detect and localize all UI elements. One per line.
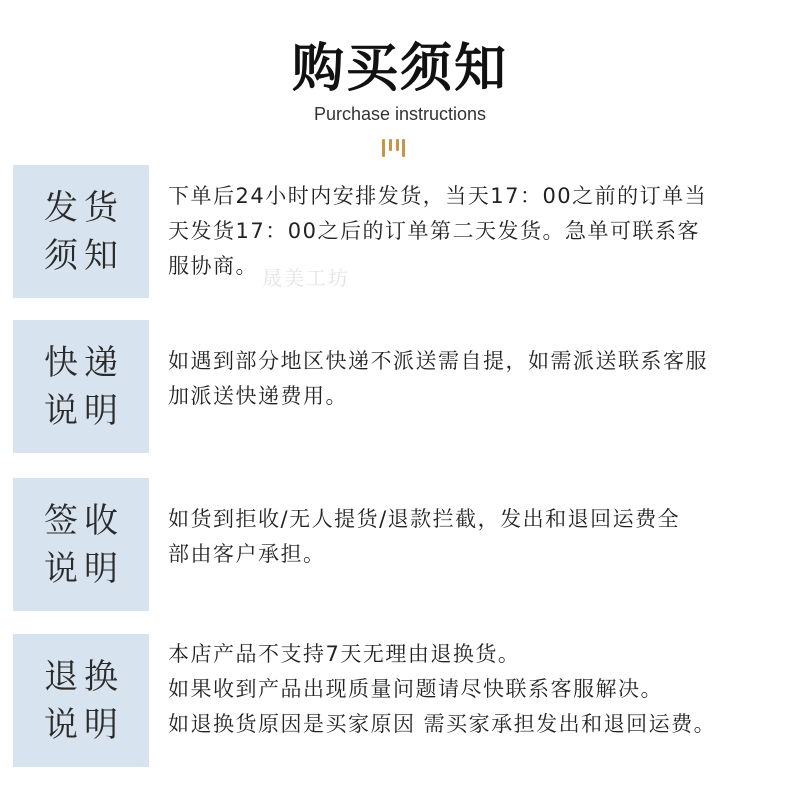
text-line: 天发货17：00之后的订单第二天发货。急单可联系客	[168, 219, 700, 243]
section-label-line: 退换	[44, 656, 124, 697]
section-label-line: 须知	[44, 235, 124, 276]
text-line: 部由客户承担。	[168, 542, 326, 566]
section-receipt-info	[13, 478, 793, 611]
section-label-line: 发货	[44, 187, 124, 228]
section-text	[168, 478, 793, 596]
section-label-line: 快递	[44, 342, 124, 383]
section-courier-info	[13, 320, 793, 453]
text-line: 本店产品不支持7天无理由退换货。	[168, 641, 521, 666]
text-line: 下单后24小时内安排发货，当天17：00之前的订单当	[168, 184, 708, 208]
section-label	[13, 165, 149, 298]
section-label-line: 说明	[44, 548, 124, 589]
section-return-info	[13, 634, 793, 767]
text-line: 如退换货原因是买家原因 需买家承担发出和退回运费。	[168, 711, 717, 736]
section-label	[13, 634, 149, 767]
page-title: 购买须知	[291, 39, 508, 99]
section-label-line: 签收	[44, 500, 124, 541]
decorative-bars-icon	[380, 137, 406, 157]
section-shipping-notice	[13, 165, 793, 298]
section-label-line: 说明	[44, 390, 124, 431]
section-label	[13, 320, 149, 453]
page-subtitle: Purchase instructions	[313, 104, 487, 124]
watermark: 晟美工坊	[262, 266, 350, 290]
section-label	[13, 478, 149, 611]
text-line: 如果收到产品出现质量问题请尽快联系客服解决。	[168, 676, 663, 701]
text-line: 服协商。	[168, 254, 258, 278]
section-text	[168, 320, 793, 438]
text-line: 加派送快递费用。	[168, 384, 348, 408]
section-label-line: 说明	[44, 704, 124, 745]
text-line: 如遇到部分地区快递不派送需自提，如需派送联系客服	[168, 349, 708, 373]
section-text	[168, 634, 793, 744]
text-line: 如货到拒收/无人提货/退款拦截，发出和退回运费全	[168, 507, 681, 531]
